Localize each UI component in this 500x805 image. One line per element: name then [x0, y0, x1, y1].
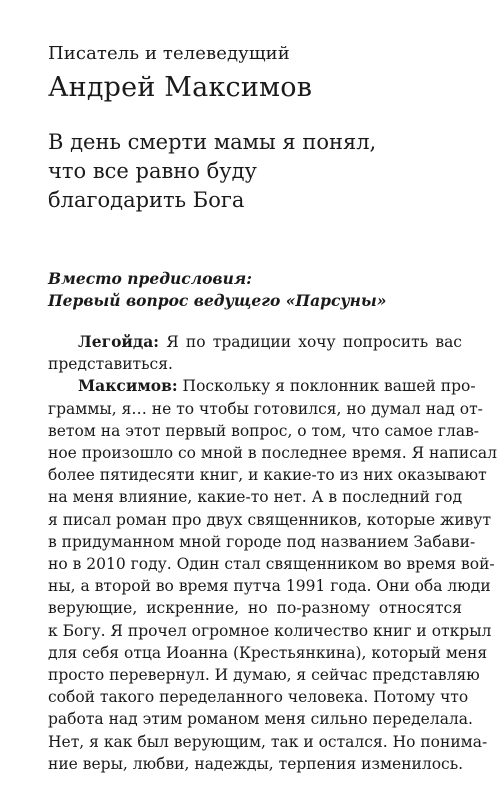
speaker-name: Легойда: [78, 332, 159, 351]
text-line: работа над этим романом меня сильно переделала. [48, 710, 473, 729]
text-line: ны, а второй во время путча 1991 года. Они оба люди [48, 577, 491, 596]
author-description: Писатель и телеведущий [48, 43, 290, 64]
speaker-name: Максимов: [78, 376, 178, 396]
section-title-line: Вместо предисловия: [48, 269, 252, 288]
text-line: ветом на этот первый вопрос, о том, что самое глав- [48, 421, 480, 440]
text-line: просто перевернул. И думаю, я сейчас представляю [48, 666, 480, 685]
text-line: на меня влияние, какие-то нет. А в последний год [48, 488, 462, 507]
text-line: граммы, я… не то чтобы готовился, но думал над от- [48, 399, 483, 418]
text-line: к Богу. Я прочел огромное количество книг и открыл [48, 621, 492, 640]
text-line: Максимов: Поскольку я поклонник вашей про- [78, 376, 476, 396]
chapter-headline [48, 128, 376, 215]
text-line: я писал роман про двух священников, которые живут [48, 510, 492, 529]
text-line: ное произошло со мной в последнее время. Я написал [48, 444, 498, 463]
section-title [48, 268, 386, 312]
text-line: но в 2010 году. Один стал священником во время вой- [48, 555, 495, 574]
text-line: ние веры, любви, надежды, терпения изменилось. [48, 754, 464, 773]
headline-line: благодарить Бога [48, 188, 245, 212]
interview-text [48, 331, 498, 775]
text-line: представиться. [48, 355, 173, 374]
section-title-line: Первый вопрос ведущего «Парсуны» [48, 291, 387, 310]
text-line: более пятидесяти книг, и какие-то из них оказывают [48, 466, 487, 485]
text-line: Нет, я как был верующим, так и остался. Но понима- [48, 732, 488, 751]
text-line: верующие, искренние, но по-разному относятся [48, 599, 462, 618]
text-line: для себя отца Иоанна (Крестьянкина), который меня [48, 643, 488, 662]
author-name: Андрей Максимов [48, 72, 313, 103]
text-line: собой такого переделанного человека. Потому что [48, 688, 469, 707]
text-line: в придуманном мной городе под названием Забави- [48, 532, 476, 551]
headline-line: В день смерти мамы я понял, [48, 130, 377, 154]
text-line: Легойда: Я по традиции хочу попросить вас [78, 332, 462, 351]
headline-line: что все равно буду [48, 159, 257, 183]
